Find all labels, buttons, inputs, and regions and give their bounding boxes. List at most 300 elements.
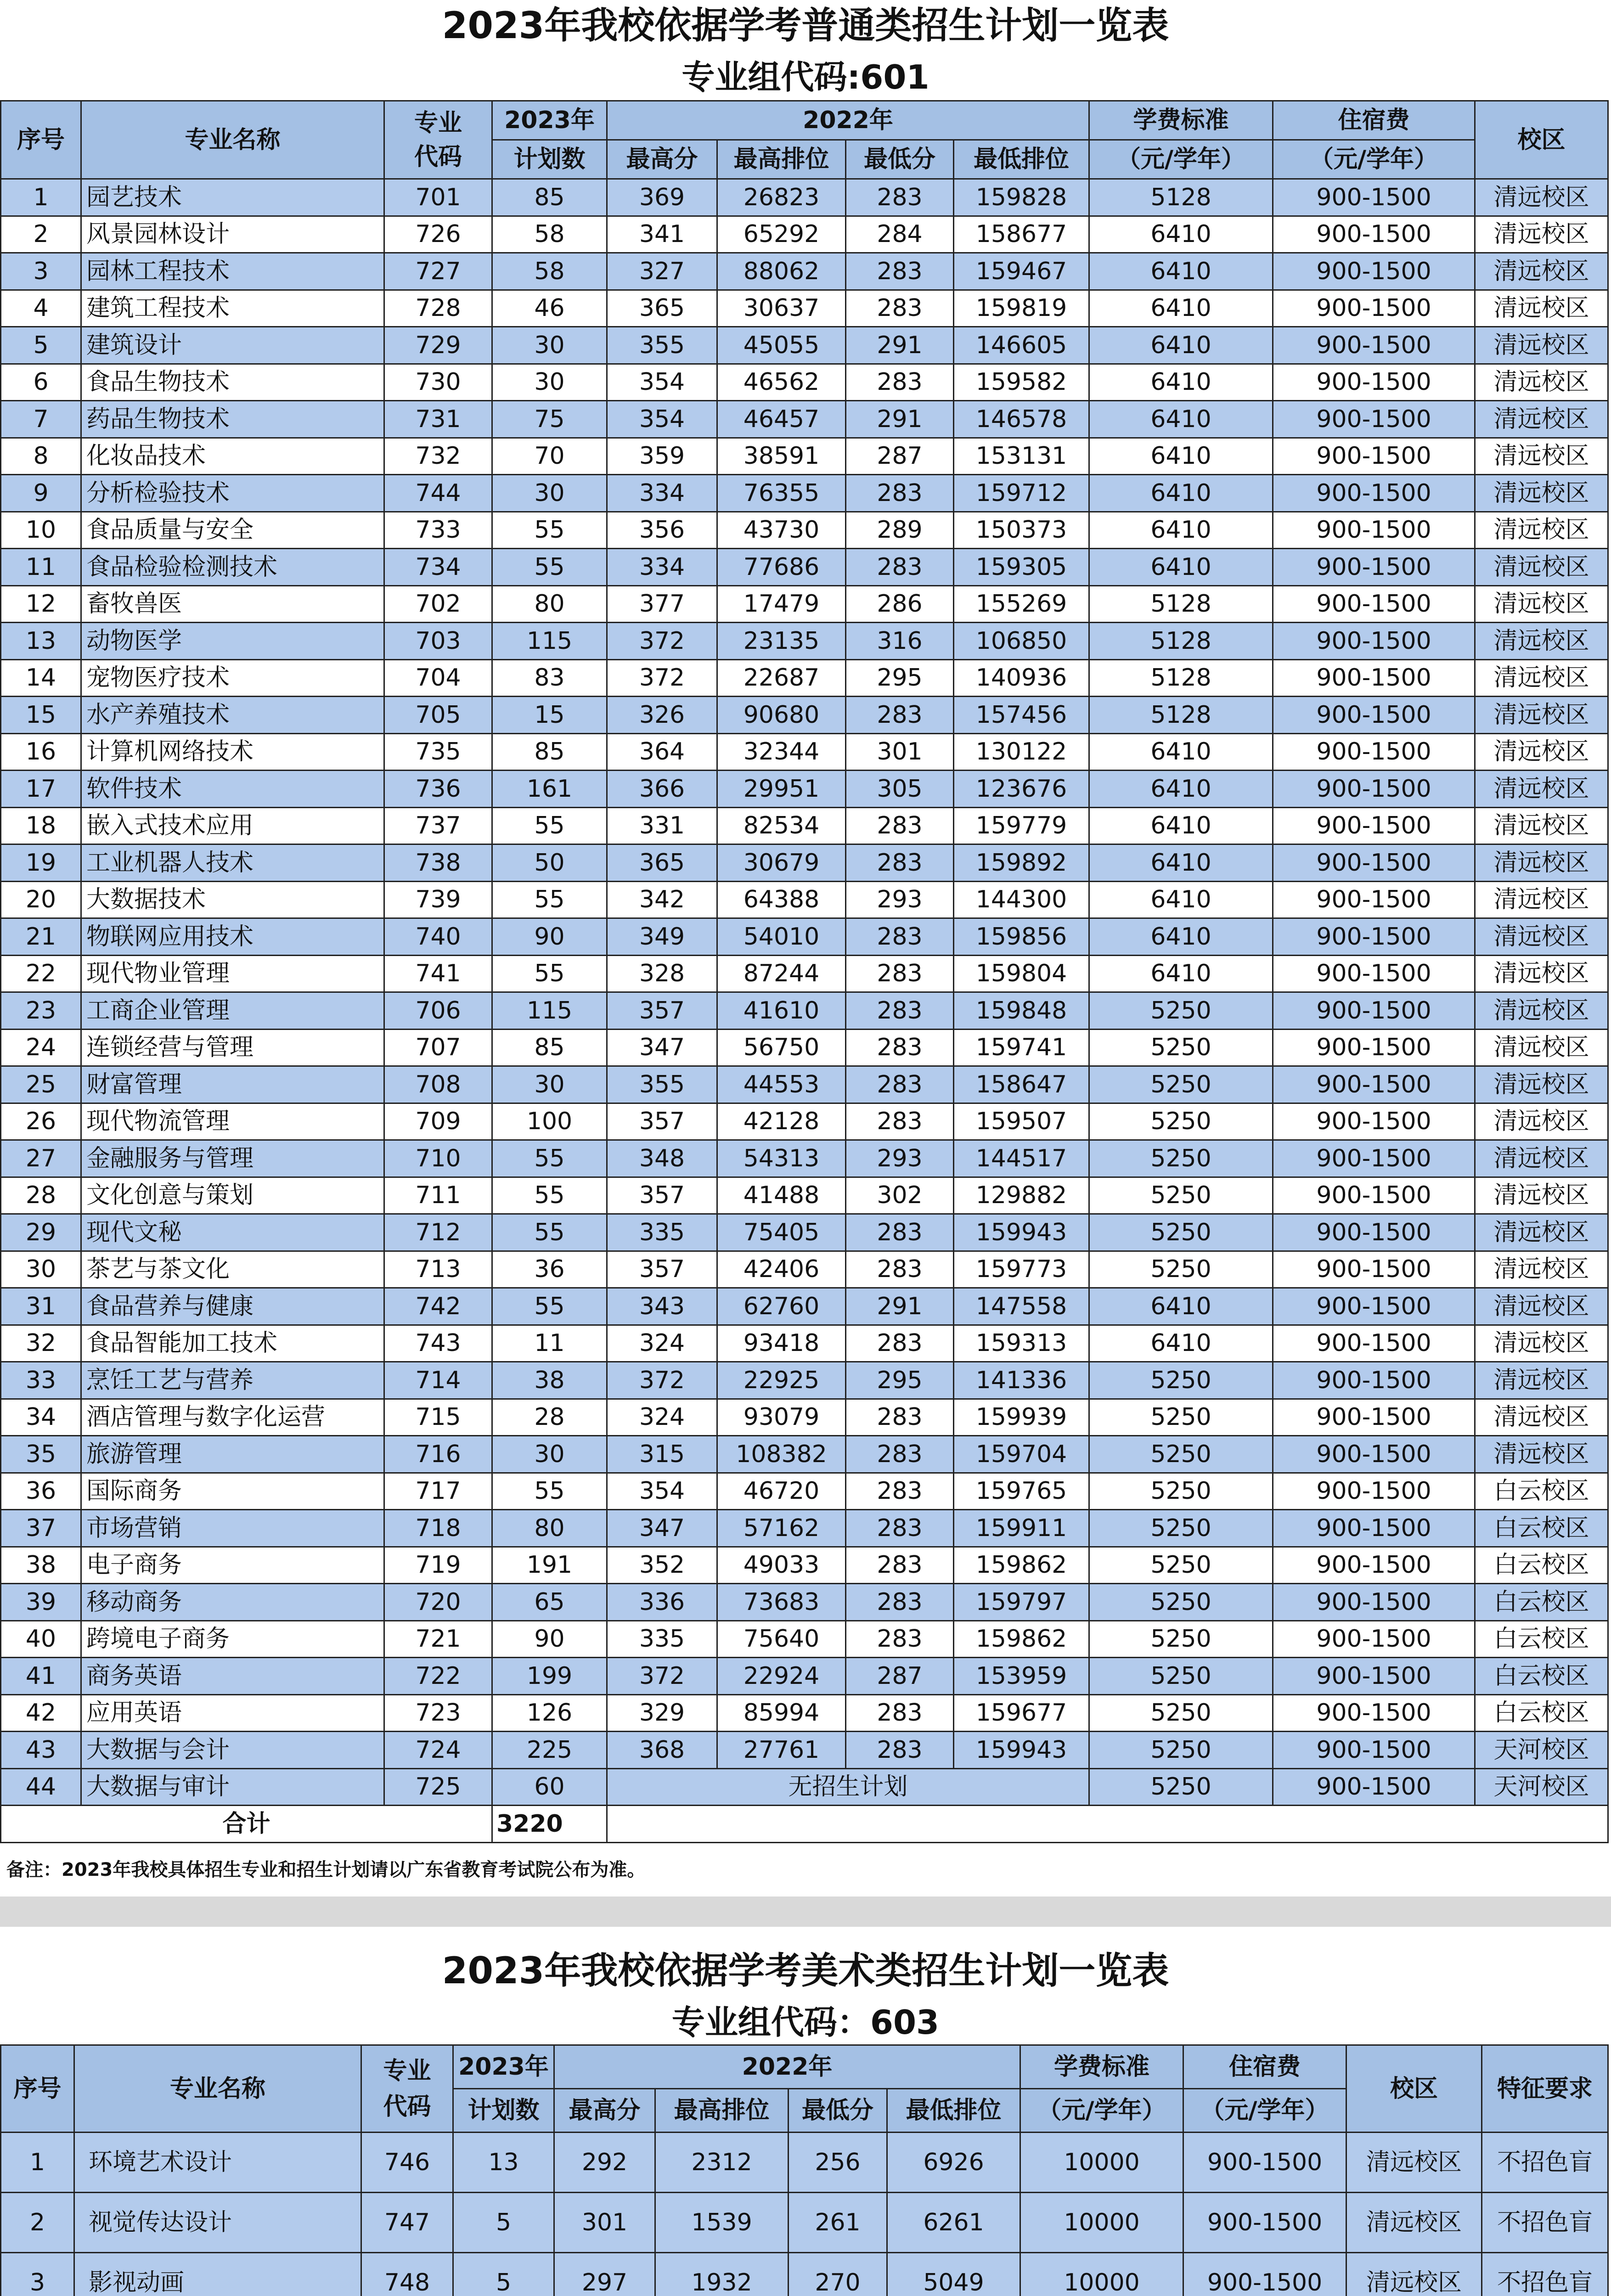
header-dorm-unit: （元/学年） (1273, 140, 1475, 179)
min-score-cell: 291 (846, 1288, 954, 1325)
dorm-cell: 900-1500 (1273, 1547, 1475, 1584)
seq-cell: 19 (1, 844, 81, 882)
tuition-cell: 6410 (1089, 1325, 1273, 1362)
seq-cell: 12 (1, 585, 81, 623)
max-rank-cell: 88062 (717, 253, 846, 290)
code-cell: 720 (384, 1584, 492, 1621)
max-score-cell: 365 (607, 844, 717, 882)
min-rank-cell: 6261 (887, 2193, 1020, 2253)
name-cell: 环境艺术设计 (74, 2133, 361, 2193)
table-row (1, 1510, 1608, 1547)
tuition-cell: 5128 (1089, 659, 1273, 697)
tuition-cell: 5250 (1089, 1103, 1273, 1140)
campus-cell: 清远校区 (1475, 327, 1608, 364)
seq-cell: 33 (1, 1362, 81, 1399)
name-cell: 影视动画 (74, 2253, 361, 2296)
max-score-cell: 336 (607, 1584, 717, 1621)
plan-cell: 85 (492, 1029, 607, 1066)
dorm-cell: 900-1500 (1273, 290, 1475, 327)
plan-cell: 30 (492, 475, 607, 512)
name-cell: 分析检验技术 (81, 475, 384, 512)
min-score-cell: 283 (846, 697, 954, 734)
header-2023: 2023年 (492, 101, 607, 140)
campus-cell: 清远校区 (1475, 623, 1608, 660)
plan-cell: 58 (492, 253, 607, 290)
name-cell: 大数据与会计 (81, 1732, 384, 1769)
max-rank-cell: 76355 (717, 475, 846, 512)
campus-cell: 清远校区 (1475, 1029, 1608, 1066)
tuition-cell: 6410 (1089, 918, 1273, 956)
campus-cell: 清远校区 (1475, 659, 1608, 697)
seq-cell: 43 (1, 1732, 81, 1769)
seq-cell: 25 (1, 1066, 81, 1103)
seq-cell: 24 (1, 1029, 81, 1066)
header-2022: 2022年 (607, 101, 1089, 140)
code-cell: 744 (384, 475, 492, 512)
dorm-cell: 900-1500 (1273, 1694, 1475, 1732)
seq-cell: 1 (1, 2133, 74, 2193)
plan-cell: 55 (492, 1140, 607, 1177)
code-cell: 730 (384, 364, 492, 401)
plan-cell: 50 (492, 844, 607, 882)
campus-cell: 天河校区 (1475, 1732, 1608, 1769)
max-rank-cell: 1932 (655, 2253, 789, 2296)
min-score-cell: 302 (846, 1177, 954, 1214)
seq-cell: 7 (1, 401, 81, 438)
code-cell: 716 (384, 1436, 492, 1473)
seq-cell: 3 (1, 2253, 74, 2296)
min-score-cell: 291 (846, 327, 954, 364)
dorm-cell: 900-1500 (1273, 1251, 1475, 1288)
max-rank-cell: 75405 (717, 1214, 846, 1251)
seq-cell: 13 (1, 623, 81, 660)
dorm-cell: 900-1500 (1273, 179, 1475, 216)
seq-cell: 17 (1, 771, 81, 808)
seq-cell: 14 (1, 659, 81, 697)
plan-cell: 90 (492, 918, 607, 956)
max-rank-cell: 57162 (717, 1510, 846, 1547)
code-cell: 711 (384, 1177, 492, 1214)
header-campus: 校区 (1346, 2045, 1482, 2133)
table-row (1, 290, 1608, 327)
plan-cell: 80 (492, 1510, 607, 1547)
dorm-cell: 900-1500 (1273, 1621, 1475, 1658)
campus-cell: 天河校区 (1475, 1768, 1608, 1806)
header-campus: 校区 (1475, 101, 1608, 179)
seq-cell: 1 (1, 179, 81, 216)
min-score-cell: 301 (846, 733, 954, 771)
dorm-cell: 900-1500 (1183, 2133, 1346, 2193)
name-cell: 金融服务与管理 (81, 1140, 384, 1177)
min-rank-cell: 123676 (954, 771, 1089, 808)
min-rank-cell: 159773 (954, 1251, 1089, 1288)
table-row (1, 2133, 1608, 2193)
min-score-cell: 283 (846, 1436, 954, 1473)
table-row (1, 549, 1608, 586)
dorm-cell: 900-1500 (1273, 1584, 1475, 1621)
seq-cell: 15 (1, 697, 81, 734)
campus-cell: 清远校区 (1475, 918, 1608, 956)
seq-cell: 2 (1, 216, 81, 253)
seq-cell: 35 (1, 1436, 81, 1473)
max-score-cell: 326 (607, 697, 717, 734)
code-cell: 702 (384, 585, 492, 623)
seq-cell: 42 (1, 1694, 81, 1732)
seq-cell: 39 (1, 1584, 81, 1621)
plan-cell: 60 (492, 1768, 607, 1806)
tuition-cell: 5250 (1089, 1547, 1273, 1584)
dorm-cell: 900-1500 (1273, 1140, 1475, 1177)
max-rank-cell: 93079 (717, 1399, 846, 1436)
max-score-cell: 334 (607, 475, 717, 512)
name-cell: 化妆品技术 (81, 438, 384, 475)
max-rank-cell: 56750 (717, 1029, 846, 1066)
campus-cell: 清远校区 (1475, 1288, 1608, 1325)
max-rank-cell: 41488 (717, 1177, 846, 1214)
name-cell: 食品质量与安全 (81, 512, 384, 549)
seq-cell: 3 (1, 253, 81, 290)
name-cell: 动物医学 (81, 623, 384, 660)
seq-cell: 6 (1, 364, 81, 401)
seq-cell: 31 (1, 1288, 81, 1325)
tuition-cell: 5250 (1089, 1066, 1273, 1103)
header-tuition: 学费标准 (1020, 2045, 1183, 2089)
max-score-cell: 359 (607, 438, 717, 475)
min-rank-cell: 159313 (954, 1325, 1089, 1362)
plan-cell: 191 (492, 1547, 607, 1584)
max-rank-cell: 42128 (717, 1103, 846, 1140)
min-rank-cell: 159819 (954, 290, 1089, 327)
campus-cell: 清远校区 (1475, 1436, 1608, 1473)
code-cell: 725 (384, 1768, 492, 1806)
campus-cell: 白云校区 (1475, 1658, 1608, 1695)
min-rank-cell: 159765 (954, 1473, 1089, 1510)
table-row (1, 1066, 1608, 1103)
plan-cell: 55 (492, 512, 607, 549)
name-cell: 食品营养与健康 (81, 1288, 384, 1325)
dorm-cell: 900-1500 (1273, 1362, 1475, 1399)
name-cell: 烹饪工艺与营养 (81, 1362, 384, 1399)
plan-cell: 75 (492, 401, 607, 438)
table-body (1, 179, 1608, 1843)
max-score-cell: 364 (607, 733, 717, 771)
table-row (1, 1029, 1608, 1066)
dorm-cell: 900-1500 (1273, 512, 1475, 549)
min-score-cell: 295 (846, 1362, 954, 1399)
code-cell: 713 (384, 1251, 492, 1288)
code-cell: 719 (384, 1547, 492, 1584)
max-rank-cell: 54313 (717, 1140, 846, 1177)
dorm-cell: 900-1500 (1273, 1658, 1475, 1695)
seq-cell: 8 (1, 438, 81, 475)
header-min-rank: 最低排位 (887, 2089, 1020, 2133)
dorm-cell: 900-1500 (1273, 1399, 1475, 1436)
max-score-cell: 377 (607, 585, 717, 623)
tuition-cell: 5250 (1089, 1251, 1273, 1288)
code-cell: 728 (384, 290, 492, 327)
code-cell: 722 (384, 1658, 492, 1695)
plan-cell: 115 (492, 992, 607, 1030)
plan-cell: 55 (492, 1214, 607, 1251)
max-rank-cell: 32344 (717, 733, 846, 771)
min-rank-cell: 159828 (954, 179, 1089, 216)
max-score-cell: 354 (607, 1473, 717, 1510)
plan-cell: 5 (453, 2253, 554, 2296)
dorm-cell: 900-1500 (1273, 1288, 1475, 1325)
campus-cell: 清远校区 (1475, 438, 1608, 475)
max-score-cell: 372 (607, 659, 717, 697)
code-cell: 724 (384, 1732, 492, 1769)
campus-cell: 清远校区 (1346, 2193, 1482, 2253)
header-dorm: 住宿费 (1273, 101, 1475, 140)
code-cell: 723 (384, 1694, 492, 1732)
campus-cell: 清远校区 (1475, 1103, 1608, 1140)
max-score-cell: 372 (607, 1658, 717, 1695)
table-row (1, 327, 1608, 364)
plan-cell: 80 (492, 585, 607, 623)
tuition-cell: 5250 (1089, 1621, 1273, 1658)
max-rank-cell: 75640 (717, 1621, 846, 1658)
min-score-cell: 283 (846, 1510, 954, 1547)
max-score-cell: 357 (607, 992, 717, 1030)
name-cell: 宠物医疗技术 (81, 659, 384, 697)
code-cell: 710 (384, 1140, 492, 1177)
tuition-cell: 6410 (1089, 290, 1273, 327)
tuition-cell: 6410 (1089, 1288, 1273, 1325)
table-row (1, 1436, 1608, 1473)
plan-cell: 115 (492, 623, 607, 660)
max-rank-cell: 108382 (717, 1436, 846, 1473)
table-row (1, 1325, 1608, 1362)
min-score-cell: 295 (846, 659, 954, 697)
plan-cell: 55 (492, 881, 607, 918)
dorm-cell: 900-1500 (1273, 918, 1475, 956)
campus-cell: 白云校区 (1475, 1694, 1608, 1732)
min-score-cell: 283 (846, 1473, 954, 1510)
max-rank-cell: 29951 (717, 771, 846, 808)
plan-cell: 90 (492, 1621, 607, 1658)
table-row (1, 918, 1608, 956)
campus-cell: 清远校区 (1475, 1362, 1608, 1399)
table-body (1, 2133, 1608, 2296)
tuition-cell: 10000 (1020, 2253, 1183, 2296)
campus-cell: 清远校区 (1475, 216, 1608, 253)
max-score-cell: 347 (607, 1029, 717, 1066)
min-rank-cell: 159779 (954, 807, 1089, 844)
header-seq: 序号 (1, 2045, 74, 2133)
min-score-cell: 283 (846, 1584, 954, 1621)
table-row (1, 1288, 1608, 1325)
plan-cell: 5 (453, 2193, 554, 2253)
max-score-cell: 329 (607, 1694, 717, 1732)
max-score-cell: 369 (607, 179, 717, 216)
min-score-cell: 293 (846, 1140, 954, 1177)
dorm-cell: 900-1500 (1273, 807, 1475, 844)
min-score-cell: 283 (846, 1732, 954, 1769)
min-rank-cell: 159856 (954, 918, 1089, 956)
total-value: 3220 (492, 1806, 607, 1843)
name-cell: 旅游管理 (81, 1436, 384, 1473)
table-row (1, 401, 1608, 438)
dorm-cell: 900-1500 (1273, 1214, 1475, 1251)
plan-cell: 30 (492, 364, 607, 401)
table-row (1, 1103, 1608, 1140)
header-plan: 计划数 (492, 140, 607, 179)
total-blank (607, 1806, 1608, 1843)
table-row (1, 2253, 1608, 2296)
min-rank-cell: 159943 (954, 1732, 1089, 1769)
seq-cell: 21 (1, 918, 81, 956)
max-rank-cell: 27761 (717, 1732, 846, 1769)
plan-cell: 11 (492, 1325, 607, 1362)
code-cell: 718 (384, 1510, 492, 1547)
dorm-cell: 900-1500 (1273, 401, 1475, 438)
tuition-cell: 5128 (1089, 623, 1273, 660)
seq-cell: 16 (1, 733, 81, 771)
dorm-cell: 900-1500 (1273, 1177, 1475, 1214)
campus-cell: 清远校区 (1475, 585, 1608, 623)
plan-cell: 65 (492, 1584, 607, 1621)
campus-cell: 白云校区 (1475, 1510, 1608, 1547)
code-cell: 731 (384, 401, 492, 438)
plan-cell: 46 (492, 290, 607, 327)
table-row (1, 1214, 1608, 1251)
campus-cell: 清远校区 (1475, 807, 1608, 844)
group-code-title: 专业组代码:601 (682, 58, 929, 96)
table-row (1, 1473, 1608, 1510)
min-rank-cell: 159804 (954, 955, 1089, 992)
name-cell: 软件技术 (81, 771, 384, 808)
tuition-cell: 6410 (1089, 475, 1273, 512)
min-rank-cell: 159797 (954, 1584, 1089, 1621)
min-score-cell: 283 (846, 992, 954, 1030)
dorm-cell: 900-1500 (1273, 992, 1475, 1030)
code-cell: 732 (384, 438, 492, 475)
group-code-title: 专业组代码：603 (671, 2003, 940, 2042)
max-rank-cell: 38591 (717, 438, 846, 475)
code-cell: 714 (384, 1362, 492, 1399)
min-rank-cell: 159712 (954, 475, 1089, 512)
max-score-cell: 352 (607, 1547, 717, 1584)
campus-cell: 清远校区 (1475, 364, 1608, 401)
name-cell: 茶艺与茶文化 (81, 1251, 384, 1288)
code-cell: 708 (384, 1066, 492, 1103)
min-score-cell: 283 (846, 475, 954, 512)
min-rank-cell: 130122 (954, 733, 1089, 771)
max-rank-cell: 90680 (717, 697, 846, 734)
table-row (1, 1694, 1608, 1732)
seq-cell: 20 (1, 881, 81, 918)
page-title: 2023年我校依据学考普通类招生计划一览表 (442, 4, 1169, 47)
max-rank-cell: 30679 (717, 844, 846, 882)
dorm-cell: 900-1500 (1273, 1066, 1475, 1103)
plan-cell: 55 (492, 1288, 607, 1325)
min-score-cell: 283 (846, 1029, 954, 1066)
no-plan-note: 无招生计划 (607, 1768, 1089, 1806)
min-score-cell: 287 (846, 438, 954, 475)
tuition-cell: 10000 (1020, 2133, 1183, 2193)
name-cell: 园林工程技术 (81, 253, 384, 290)
max-score-cell: 335 (607, 1621, 717, 1658)
table-row (1, 1399, 1608, 1436)
max-score-cell: 342 (607, 881, 717, 918)
plan-cell: 30 (492, 1066, 607, 1103)
code-cell: 738 (384, 844, 492, 882)
plan-cell: 161 (492, 771, 607, 808)
max-score-cell: 368 (607, 1732, 717, 1769)
code-cell: 742 (384, 1288, 492, 1325)
max-score-cell: 292 (554, 2133, 655, 2193)
dorm-cell: 900-1500 (1273, 364, 1475, 401)
min-score-cell: 283 (846, 1547, 954, 1584)
code-cell: 717 (384, 1473, 492, 1510)
min-rank-cell: 159862 (954, 1547, 1089, 1584)
tuition-cell: 5250 (1089, 1436, 1273, 1473)
plan-cell: 126 (492, 1694, 607, 1732)
name-cell: 食品智能加工技术 (81, 1325, 384, 1362)
code-cell: 701 (384, 179, 492, 216)
max-score-cell: 357 (607, 1103, 717, 1140)
header-min-score: 最低分 (789, 2089, 887, 2133)
name-cell: 药品生物技术 (81, 401, 384, 438)
table-row (1, 1547, 1608, 1584)
max-score-cell: 357 (607, 1177, 717, 1214)
table-row (1, 253, 1608, 290)
min-score-cell: 270 (789, 2253, 887, 2296)
tuition-cell: 6410 (1089, 438, 1273, 475)
plan-cell: 55 (492, 1177, 607, 1214)
campus-cell: 清远校区 (1346, 2253, 1482, 2296)
min-rank-cell: 159848 (954, 992, 1089, 1030)
code-cell: 704 (384, 659, 492, 697)
min-rank-cell: 146605 (954, 327, 1089, 364)
header-extra: 特征要求 (1482, 2045, 1608, 2133)
dorm-cell: 900-1500 (1273, 623, 1475, 660)
code-cell: 741 (384, 955, 492, 992)
plan-cell: 55 (492, 549, 607, 586)
max-rank-cell: 65292 (717, 216, 846, 253)
code-cell: 747 (361, 2193, 453, 2253)
min-score-cell: 283 (846, 364, 954, 401)
name-cell: 工商企业管理 (81, 992, 384, 1030)
max-rank-cell: 30637 (717, 290, 846, 327)
seq-cell: 30 (1, 1251, 81, 1288)
tuition-cell: 6410 (1089, 771, 1273, 808)
code-cell: 721 (384, 1621, 492, 1658)
max-score-cell: 354 (607, 401, 717, 438)
min-score-cell: 283 (846, 844, 954, 882)
max-rank-cell: 64388 (717, 881, 846, 918)
name-cell: 大数据与审计 (81, 1768, 384, 1806)
tuition-cell: 5250 (1089, 1732, 1273, 1769)
max-rank-cell: 62760 (717, 1288, 846, 1325)
tuition-cell: 5250 (1089, 1177, 1273, 1214)
max-score-cell: 341 (607, 216, 717, 253)
name-cell: 国际商务 (81, 1473, 384, 1510)
campus-cell: 清远校区 (1475, 290, 1608, 327)
dorm-cell: 900-1500 (1273, 1029, 1475, 1066)
header-code (384, 101, 492, 179)
dorm-cell: 900-1500 (1183, 2253, 1346, 2296)
seq-cell: 26 (1, 1103, 81, 1140)
min-rank-cell: 157456 (954, 697, 1089, 734)
max-score-cell: 355 (607, 1066, 717, 1103)
max-score-cell: 335 (607, 1214, 717, 1251)
min-score-cell: 256 (789, 2133, 887, 2193)
header-min-rank: 最低排位 (954, 140, 1089, 179)
campus-cell: 清远校区 (1475, 549, 1608, 586)
dorm-cell: 900-1500 (1273, 253, 1475, 290)
